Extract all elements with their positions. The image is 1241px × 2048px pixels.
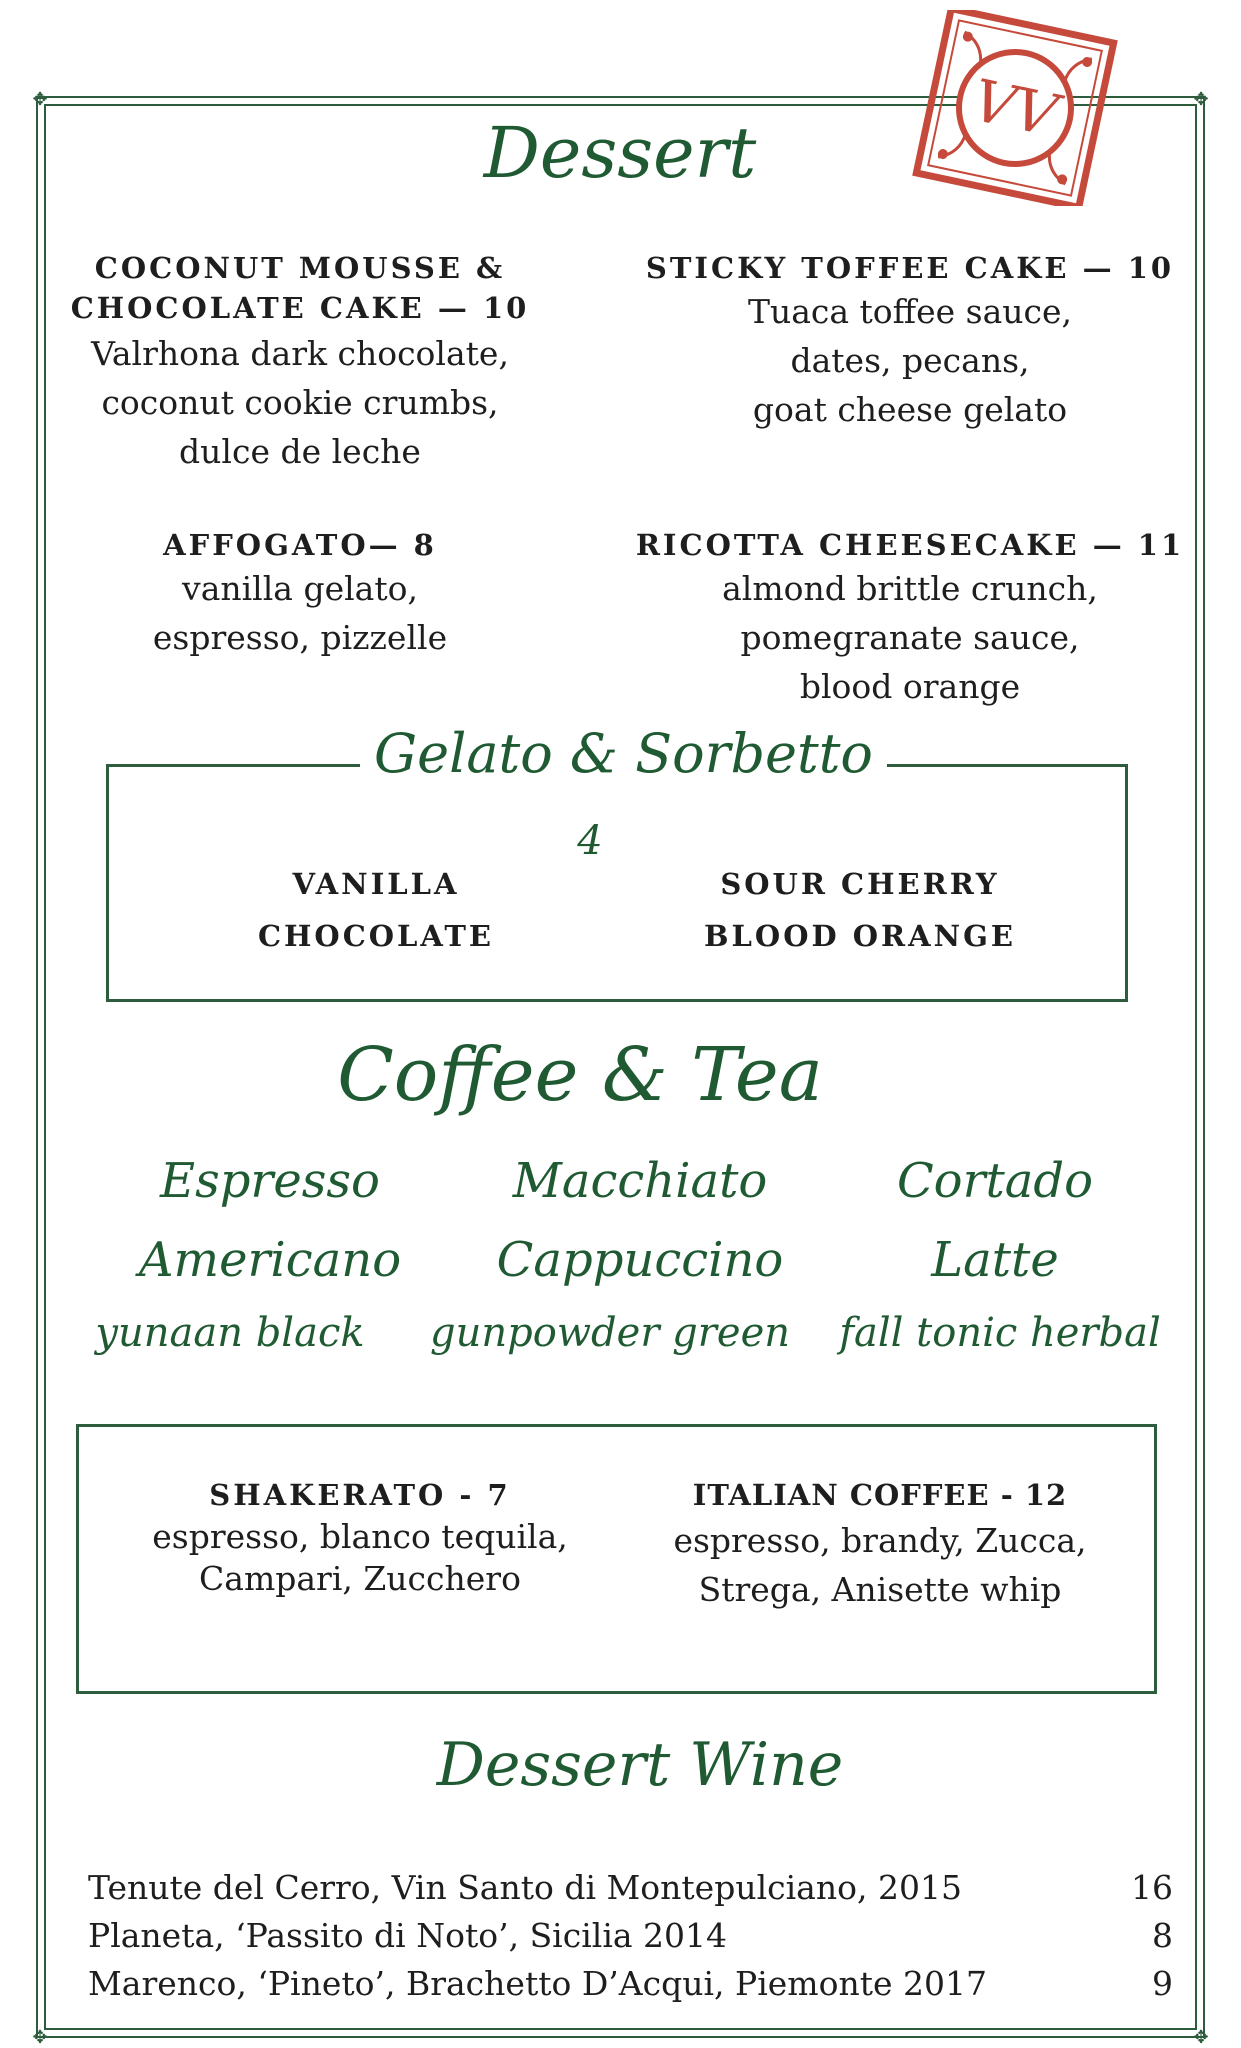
- gelato-flavors-left: [236, 858, 516, 962]
- drink-name: Macchiato: [512, 1153, 768, 1209]
- coffee-column: [110, 1142, 430, 1300]
- item-desc: Valrhona dark chocolate,: [91, 334, 509, 373]
- wine-name: Marenco, ‘Pineto’, Brachetto D’Acqui, Piemonte 2017: [88, 1964, 987, 2003]
- corner-ornament-icon: ✥: [1193, 2027, 1209, 2048]
- item-desc: espresso, brandy, Zucca,: [673, 1521, 1087, 1560]
- drink-name: Espresso: [160, 1153, 380, 1209]
- tea-name: gunpowder green: [430, 1310, 790, 1356]
- dessert-item: [620, 247, 1200, 434]
- item-desc: almond brittle crunch,: [722, 569, 1098, 608]
- gelato-flavors-right: [680, 858, 1040, 962]
- item-desc: espresso, blanco tequila,: [152, 1517, 568, 1556]
- item-desc: blood orange: [799, 667, 1021, 706]
- wine-row: [88, 1912, 1173, 1960]
- item-name: ITALIAN COFFEE - 12: [692, 1478, 1068, 1512]
- item-desc: pomegranate sauce,: [740, 618, 1080, 657]
- item-desc: dulce de leche: [179, 432, 421, 471]
- item-desc: dates, pecans,: [790, 341, 1030, 380]
- gelato-title: Gelato & Sorbetto: [360, 722, 887, 785]
- coffee-title: Coffee & Tea: [337, 1032, 823, 1118]
- coffee-column: [840, 1142, 1150, 1300]
- wine-row: [88, 1960, 1173, 2008]
- item-desc: Tuaca toffee sauce,: [747, 292, 1073, 331]
- tea-name: yunaan black: [95, 1310, 365, 1356]
- corner-ornament-icon: ✥: [32, 2027, 48, 2048]
- drink-name: Latte: [931, 1232, 1059, 1288]
- item-desc: espresso, pizzelle: [152, 618, 448, 657]
- flavor-name: CHOCOLATE: [257, 919, 495, 953]
- drink-name: Cappuccino: [496, 1232, 784, 1288]
- item-name: AFFOGATO— 8: [163, 528, 437, 562]
- drink-name: Cortado: [896, 1153, 1094, 1209]
- dessert-item: [40, 247, 560, 476]
- item-name: STICKY TOFFEE CAKE — 10: [645, 251, 1175, 285]
- drink-name: Americano: [138, 1232, 402, 1288]
- flavor-name: BLOOD ORANGE: [704, 919, 1016, 953]
- dessert-item: [610, 524, 1210, 711]
- wine-price: 9: [1152, 1964, 1173, 2003]
- gelato-price: 4: [577, 818, 603, 864]
- item-name: RICOTTA CHEESECAKE — 11: [635, 528, 1185, 562]
- item-desc: vanilla gelato,: [182, 569, 418, 608]
- item-name: COCONUT MOUSSE &: [94, 251, 506, 285]
- item-desc: Campari, Zucchero: [199, 1559, 521, 1598]
- wine-price: 8: [1152, 1916, 1173, 1955]
- tea-name: fall tonic herbal: [839, 1310, 1161, 1356]
- dessert-item: [40, 524, 560, 662]
- cocktail-item: [630, 1474, 1130, 1614]
- wine-price: 16: [1131, 1868, 1173, 1907]
- flavor-name: VANILLA: [292, 867, 460, 901]
- flavor-name: SOUR CHERRY: [720, 867, 1000, 901]
- dessert-title: Dessert: [483, 112, 757, 194]
- item-desc: goat cheese gelato: [752, 390, 1068, 429]
- item-name: SHAKERATO - 7: [209, 1478, 511, 1512]
- coffee-column: [480, 1142, 800, 1300]
- corner-ornament-icon: ✥: [1193, 89, 1209, 110]
- item-desc: coconut cookie crumbs,: [101, 383, 499, 422]
- item-desc: Strega, Anisette whip: [698, 1570, 1062, 1609]
- corner-ornament-icon: ✥: [32, 89, 48, 110]
- stamp-monogram: VV: [966, 66, 1064, 150]
- wine-title: Dessert Wine: [436, 1730, 844, 1800]
- wine-name: Planeta, ‘Passito di Noto’, Sicilia 2014: [88, 1916, 728, 1955]
- wine-name: Tenute del Cerro, Vin Santo di Montepulciano, 2015: [88, 1868, 962, 1907]
- item-name: CHOCOLATE CAKE — 10: [70, 291, 530, 325]
- cocktail-item: [110, 1474, 610, 1600]
- vv-stamp-logo: [904, 10, 1126, 206]
- wine-row: [88, 1864, 1173, 1912]
